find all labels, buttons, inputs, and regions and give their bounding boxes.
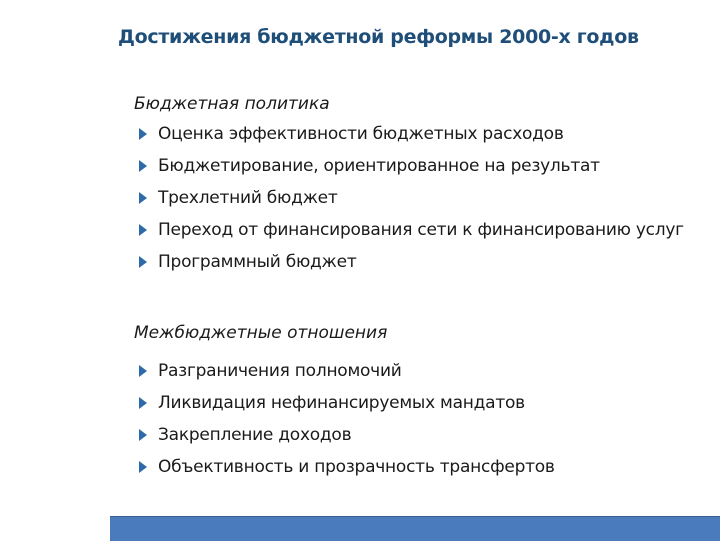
- list-item-text: Объективность и прозрачность трансфертов: [158, 457, 555, 477]
- list-item: [134, 220, 694, 241]
- list-item: [134, 156, 694, 177]
- list-item: [134, 457, 694, 478]
- list-item-text: Бюджетирование, ориентированное на результат: [158, 156, 600, 176]
- list-item: [134, 393, 694, 414]
- budget-policy-list: [134, 124, 694, 284]
- list-item-text: Ликвидация нефинансируемых мандатов: [158, 393, 525, 413]
- list-item-text: Закрепление доходов: [158, 425, 352, 445]
- triangle-right-icon: [139, 224, 147, 236]
- triangle-right-icon: [139, 160, 147, 172]
- intergovernmental-relations-list: [134, 361, 694, 489]
- triangle-right-icon: [139, 461, 147, 473]
- list-item-text: Разграничения полномочий: [158, 361, 402, 381]
- list-item: [134, 252, 694, 273]
- triangle-right-icon: [139, 192, 147, 204]
- footer-bar: [110, 516, 720, 541]
- triangle-right-icon: [139, 256, 147, 268]
- list-item: [134, 124, 694, 145]
- list-item: [134, 188, 694, 209]
- list-item: [134, 361, 694, 382]
- slide-title: Достижения бюджетной реформы 2000-х годов: [118, 26, 639, 48]
- list-item: [134, 425, 694, 446]
- list-item-text: Программный бюджет: [158, 252, 357, 272]
- triangle-right-icon: [139, 365, 147, 377]
- section-heading-intergovernmental-relations: Межбюджетные отношения: [134, 323, 388, 343]
- list-item-text: Оценка эффективности бюджетных расходов: [158, 124, 564, 144]
- triangle-right-icon: [139, 397, 147, 409]
- list-item-text: Трехлетний бюджет: [158, 188, 338, 208]
- section-heading-budget-policy: Бюджетная политика: [134, 94, 330, 114]
- list-item-text: Переход от финансирования сети к финансированию услуг: [158, 220, 684, 240]
- triangle-right-icon: [139, 429, 147, 441]
- triangle-right-icon: [139, 128, 147, 140]
